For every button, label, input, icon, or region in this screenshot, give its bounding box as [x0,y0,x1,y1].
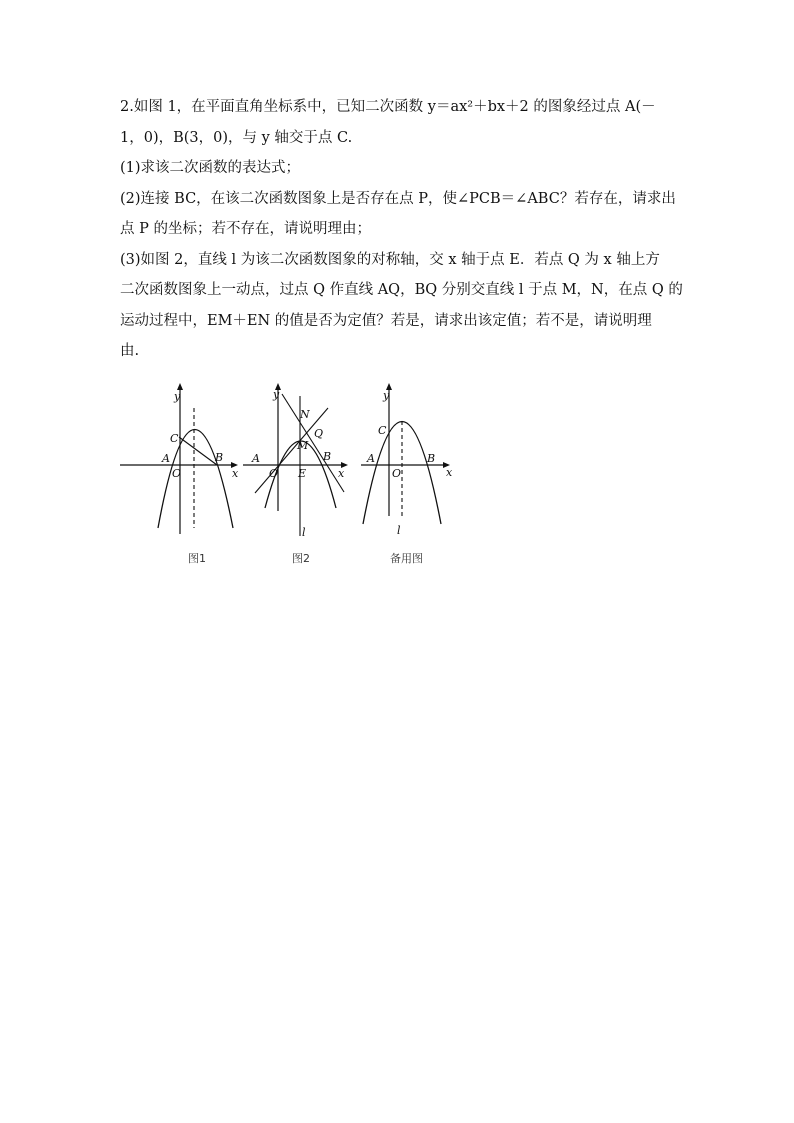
label-e: E [298,467,307,480]
label-o: O [172,467,182,480]
label-l: l [397,524,401,537]
problem-line: 由. [120,343,140,359]
problem-line: (3)如图 2，直线 l 为该二次函数图象的对称轴，交 x 轴于点 E．若点 Q 为 x 轴上方 [120,251,660,268]
figure-1 [118,376,243,576]
segment-bc [179,437,217,465]
label-o: O [392,467,402,480]
problem-line: (1)求该二次函数的表达式； [120,160,301,176]
label-a: A [367,452,375,465]
label-q: Q [314,427,324,440]
label-b: B [215,451,224,464]
label-x: x [338,467,345,480]
problem-line: 1，0)，B(3，0)，与 y 轴交于点 C. [120,129,353,146]
figure-caption: 备用图 [390,552,423,565]
figures [118,376,468,576]
problem-line: 点 P 的坐标；若不存在，请说明理由； [120,221,371,237]
label-b: B [427,452,436,465]
y-axis-arrow [177,383,183,390]
label-x: x [446,466,453,479]
label-x: x [232,467,239,480]
label-o: O [269,467,279,480]
line-aq [255,408,328,493]
label-n: N [300,408,310,421]
line-bq [282,394,344,492]
label-c: C [170,432,179,445]
problem-line: (2)连接 BC，在该二次函数图象上是否存在点 P，使∠PCB＝∠ABC？若存在，请求出 [120,190,676,207]
label-a: A [252,452,260,465]
label-y: y [383,389,390,402]
label-m: M [297,439,309,452]
problem-line: 二次函数图象上一动点，过点 Q 作直线 AQ，BQ 分别交直线 l 于点 M，N，在点 Q 的 [120,282,683,298]
label-b: B [323,450,332,463]
label-c: C [378,424,387,437]
label-l: l [302,526,306,539]
problem-line: 2.如图 1，在平面直角坐标系中，已知二次函数 y＝ax²＋bx＋2 的图象经过点 A(－ [120,99,656,115]
figure-caption: 图1 [188,552,206,565]
figure-caption: 图2 [292,552,310,565]
figure-2 [238,376,363,576]
figure-backup [358,376,468,576]
label-y: y [174,390,181,403]
label-a: A [162,452,170,465]
label-y: y [273,388,280,401]
problem-text [120,92,705,367]
problem-line: 运动过程中，EM＋EN 的值是否为定值？若是，请求出该定值；若不是，请说明理 [120,312,652,329]
